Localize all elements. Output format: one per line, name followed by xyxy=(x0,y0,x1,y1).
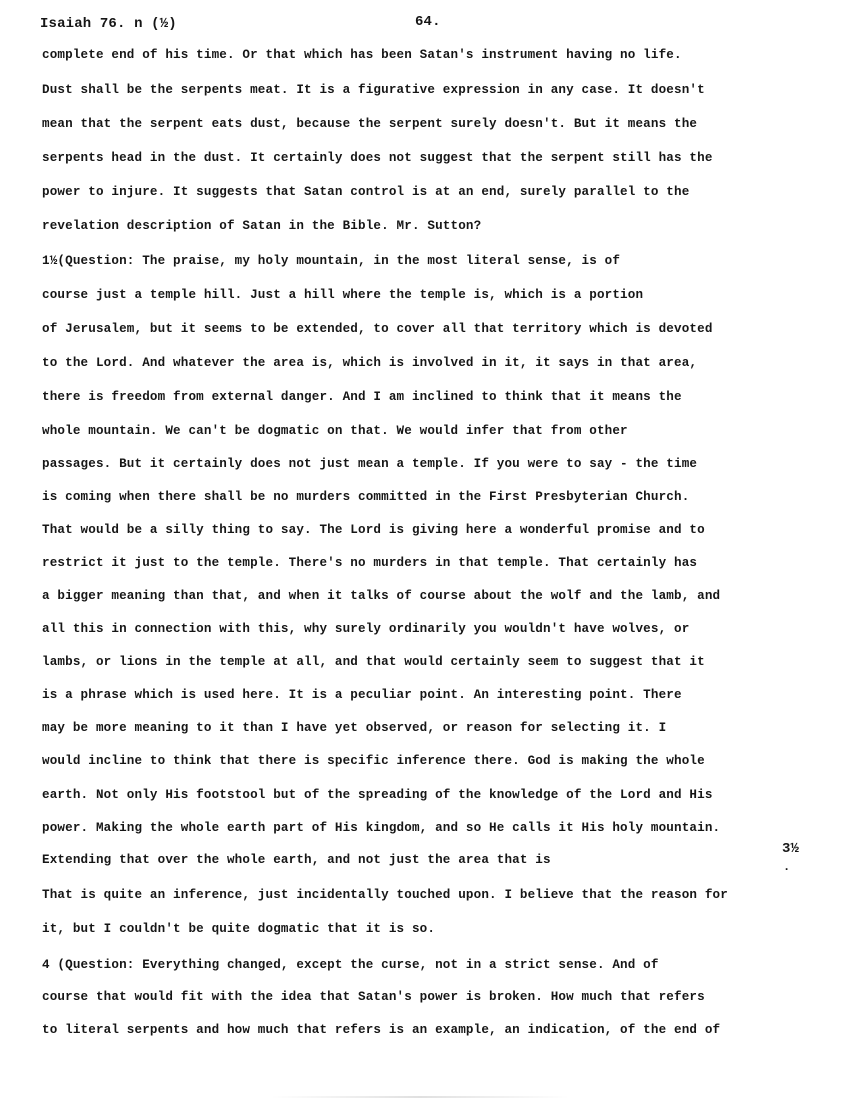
text-line: passages. But it certainly does not just mean a temple. If you were to say - the time xyxy=(42,457,698,471)
text-line: Extending that over the whole earth, and not just the area that is xyxy=(42,853,551,867)
text-line: mean that the serpent eats dust, because the serpent surely doesn't. But it means the xyxy=(42,117,698,131)
text-line: of Jerusalem, but it seems to be extended, to cover all that territory which is devoted xyxy=(42,322,713,336)
text-line: That would be a silly thing to say. The Lord is giving here a wonderful promise and to xyxy=(42,523,705,537)
text-line: would incline to think that there is specific inference there. God is making the whole xyxy=(42,754,705,768)
text-line: course just a temple hill. Just a hill where the temple is, which is a portion xyxy=(42,288,644,302)
text-line: course that would fit with the idea that Satan's power is broken. How much that refers xyxy=(42,990,705,1004)
text-line: to the Lord. And whatever the area is, which is involved in it, it says in that area, xyxy=(42,356,698,370)
text-line: may be more meaning to it than I have yet observed, or reason for selecting it. I xyxy=(42,721,667,735)
text-line: That is quite an inference, just incidentally touched upon. I believe that the reason for xyxy=(42,888,728,902)
text-line: serpents head in the dust. It certainly does not suggest that the serpent still has the xyxy=(42,151,713,165)
text-line: power to injure. It suggests that Satan control is at an end, surely parallel to the xyxy=(42,185,690,199)
margin-note: 3½ xyxy=(782,841,800,857)
text-line: to literal serpents and how much that refers is an example, an indication, of the end of xyxy=(42,1023,721,1037)
page-header-reference: Isaiah 76. n (½) xyxy=(40,16,177,32)
text-line: lambs, or lions in the temple at all, and that would certainly seem to suggest that it xyxy=(42,655,705,669)
text-line: Dust shall be the serpents meat. It is a figurative expression in any case. It doesn't xyxy=(42,83,705,97)
text-line: restrict it just to the temple. There's no murders in that temple. That certainly has xyxy=(42,556,698,570)
text-line: power. Making the whole earth part of His kingdom, and so He calls it His holy mountain. xyxy=(42,821,721,835)
text-line: there is freedom from external danger. And I am inclined to think that it means the xyxy=(42,390,682,404)
text-line: a bigger meaning than that, and when it talks of course about the wolf and the lamb, and xyxy=(42,589,721,603)
text-line: 1½(Question: The praise, my holy mountain, in the most literal sense, is of xyxy=(42,254,621,268)
page-number: 64. xyxy=(415,14,441,30)
text-line: earth. Not only His footstool but of the spreading of the knowledge of the Lord and His xyxy=(42,788,713,802)
text-line: is a phrase which is used here. It is a peculiar point. An interesting point. There xyxy=(42,688,682,702)
margin-dot: . xyxy=(783,860,791,874)
text-line: is coming when there shall be no murders committed in the First Presbyterian Church. xyxy=(42,490,690,504)
text-line: whole mountain. We can't be dogmatic on that. We would infer that from other xyxy=(42,424,628,438)
text-line: complete end of his time. Or that which has been Satan's instrument having no life. xyxy=(42,48,682,62)
text-line: revelation description of Satan in the Bible. Mr. Sutton? xyxy=(42,219,482,233)
text-line: all this in connection with this, why surely ordinarily you wouldn't have wolves, or xyxy=(42,622,690,636)
text-line: it, but I couldn't be quite dogmatic that it is so. xyxy=(42,922,436,936)
scan-edge-shadow xyxy=(270,1096,570,1098)
text-line: 4 (Question: Everything changed, except the curse, not in a strict sense. And of xyxy=(42,958,659,972)
